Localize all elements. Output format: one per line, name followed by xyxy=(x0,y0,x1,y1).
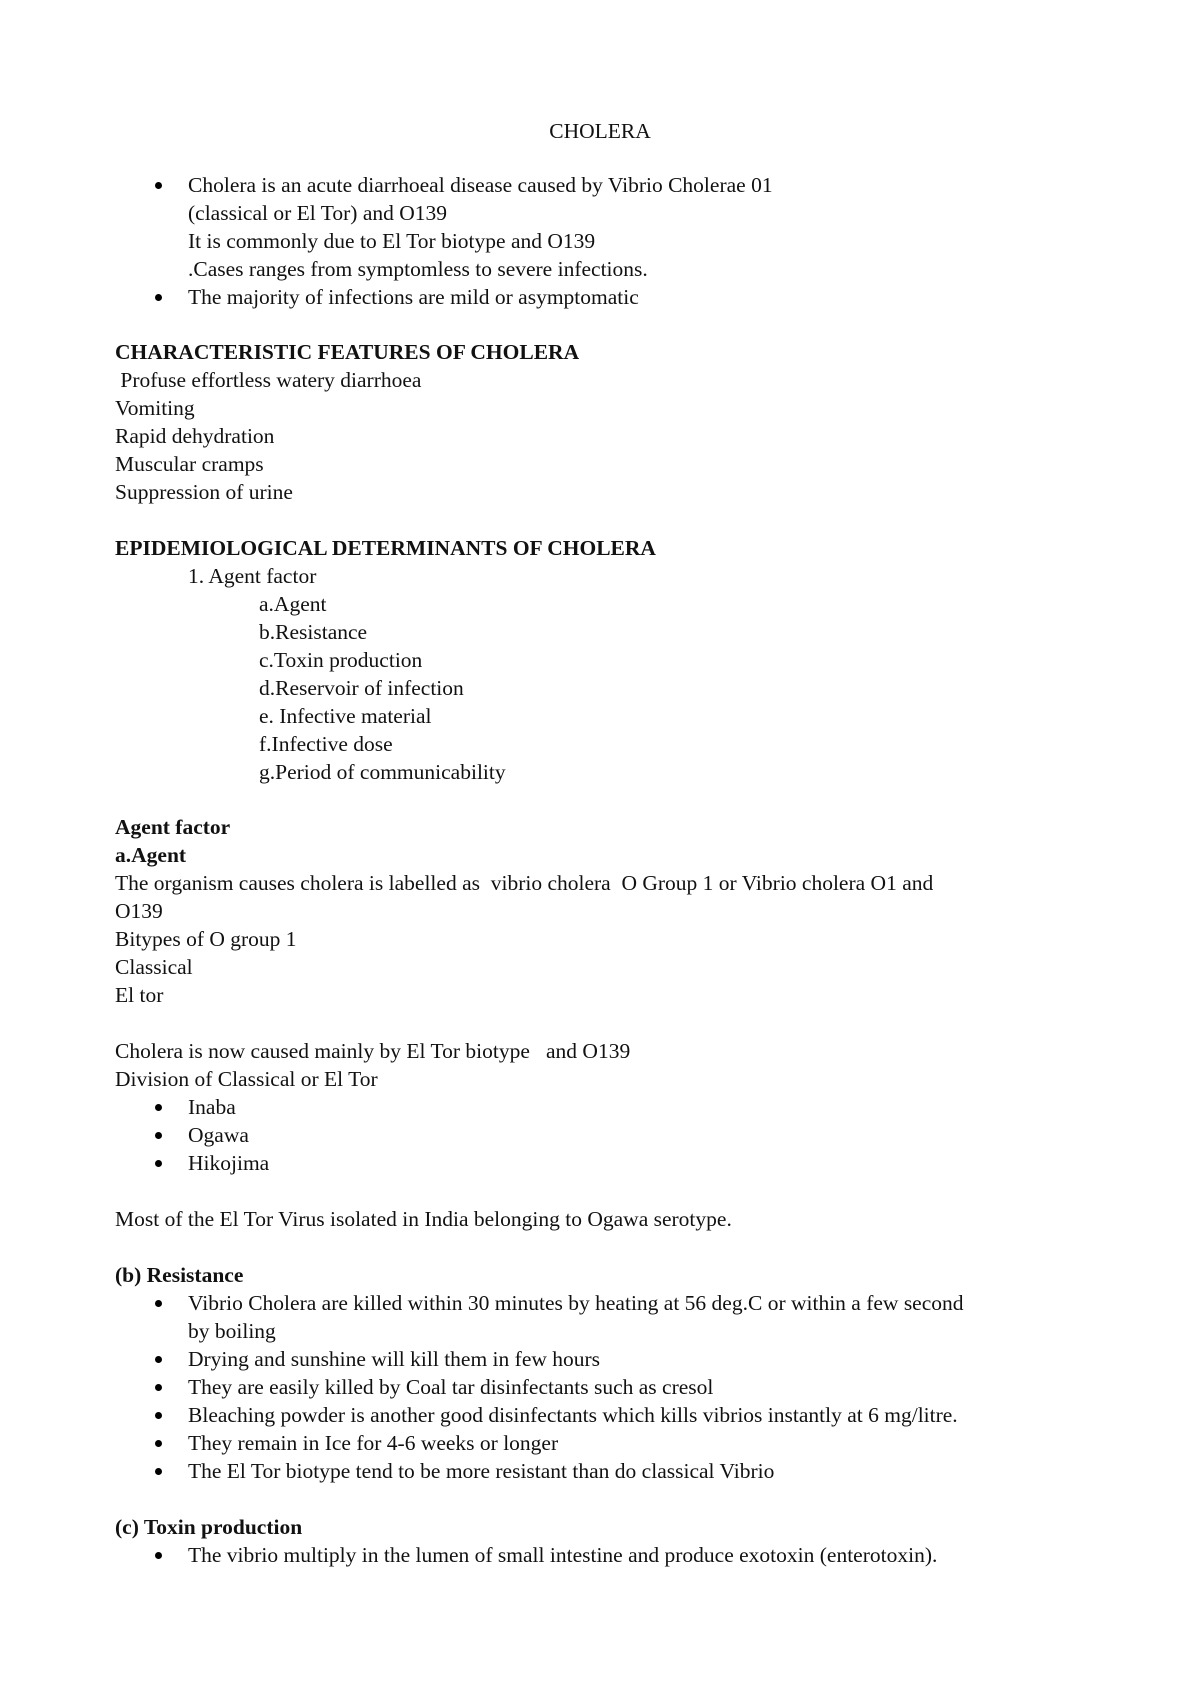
list-item xyxy=(115,171,1115,283)
subsection-heading: a.Agent xyxy=(115,843,187,867)
text-line: Muscular cramps xyxy=(115,452,264,476)
list-item: c.Toxin production xyxy=(259,648,423,672)
text-line: by boiling xyxy=(188,1319,276,1343)
text-line: Cholera is now caused mainly by El Tor biotype and O139 xyxy=(115,1039,631,1063)
section-heading: (c) Toxin production xyxy=(115,1515,303,1539)
list-item: Bleaching powder is another good disinfectants which kills vibrios instantly at 6 mg/litre. xyxy=(115,1401,1115,1429)
agent-section xyxy=(115,813,1115,1009)
list-item: Inaba xyxy=(115,1093,1115,1121)
list-item: They are easily killed by Coal tar disinfectants such as cresol xyxy=(115,1373,1115,1401)
epi-section xyxy=(115,534,1115,786)
text-line: O139 xyxy=(115,899,163,923)
resistance-section xyxy=(115,1261,1115,1485)
text-line: Rapid dehydration xyxy=(115,424,275,448)
page-title: CHOLERA xyxy=(549,119,651,143)
list-item: Drying and sunshine will kill them in few hours xyxy=(115,1345,1115,1373)
list-item: a.Agent xyxy=(259,592,327,616)
list-item: The El Tor biotype tend to be more resistant than do classical Vibrio xyxy=(115,1457,1115,1485)
text-line: Vomiting xyxy=(115,396,195,420)
section-heading: CHARACTERISTIC FEATURES OF CHOLERA xyxy=(115,340,580,364)
text-line: The organism causes cholera is labelled as vibrio cholera O Group 1 or Vibrio cholera O1 and xyxy=(115,871,934,895)
list-item: e. Infective material xyxy=(259,704,432,728)
text-line: Most of the El Tor Virus isolated in India belonging to Ogawa serotype. xyxy=(115,1207,732,1231)
text-line: It is commonly due to El Tor biotype and O139 xyxy=(188,229,596,253)
serotype-list xyxy=(115,1093,1115,1177)
text-line: .Cases ranges from symptomless to severe infections. xyxy=(188,257,648,281)
list-item: Ogawa xyxy=(115,1121,1115,1149)
agent-note xyxy=(115,1205,1115,1233)
section-heading: (b) Resistance xyxy=(115,1263,244,1287)
list-item: f.Infective dose xyxy=(259,732,393,756)
list-item: They remain in Ice for 4-6 weeks or longer xyxy=(115,1429,1115,1457)
toxin-section xyxy=(115,1513,1115,1569)
list-item: b.Resistance xyxy=(259,620,368,644)
features-section xyxy=(115,338,1115,506)
text-line: Profuse effortless watery diarrhoea xyxy=(115,368,422,392)
text-line: Classical xyxy=(115,955,193,979)
list-item: 1. Agent factor xyxy=(188,564,317,588)
list-item xyxy=(115,283,1115,311)
text-line: Vibrio Cholera are killed within 30 minutes by heating at 56 deg.C or within a few second xyxy=(188,1291,964,1315)
list-item: g.Period of communicability xyxy=(259,760,506,784)
list-item: The vibrio multiply in the lumen of small intestine and produce exotoxin (enterotoxin). xyxy=(115,1541,1115,1569)
section-heading: EPIDEMIOLOGICAL DETERMINANTS OF CHOLERA xyxy=(115,536,656,560)
text-line: Suppression of urine xyxy=(115,480,293,504)
list-item: Hikojima xyxy=(115,1149,1115,1177)
list-item xyxy=(115,1289,1115,1345)
agent-division xyxy=(115,1037,1115,1177)
intro-section xyxy=(115,171,1115,311)
text-line: Division of Classical or El Tor xyxy=(115,1067,378,1091)
text-line: Bitypes of O group 1 xyxy=(115,927,297,951)
text-line: El tor xyxy=(115,983,164,1007)
list-item: d.Reservoir of infection xyxy=(259,676,464,700)
text-line: Cholera is an acute diarrhoeal disease caused by Vibrio Cholerae 01 xyxy=(188,173,773,197)
section-heading: Agent factor xyxy=(115,815,231,839)
text-line: (classical or El Tor) and O139 xyxy=(188,201,448,225)
text-line: The majority of infections are mild or asymptomatic xyxy=(188,285,639,309)
